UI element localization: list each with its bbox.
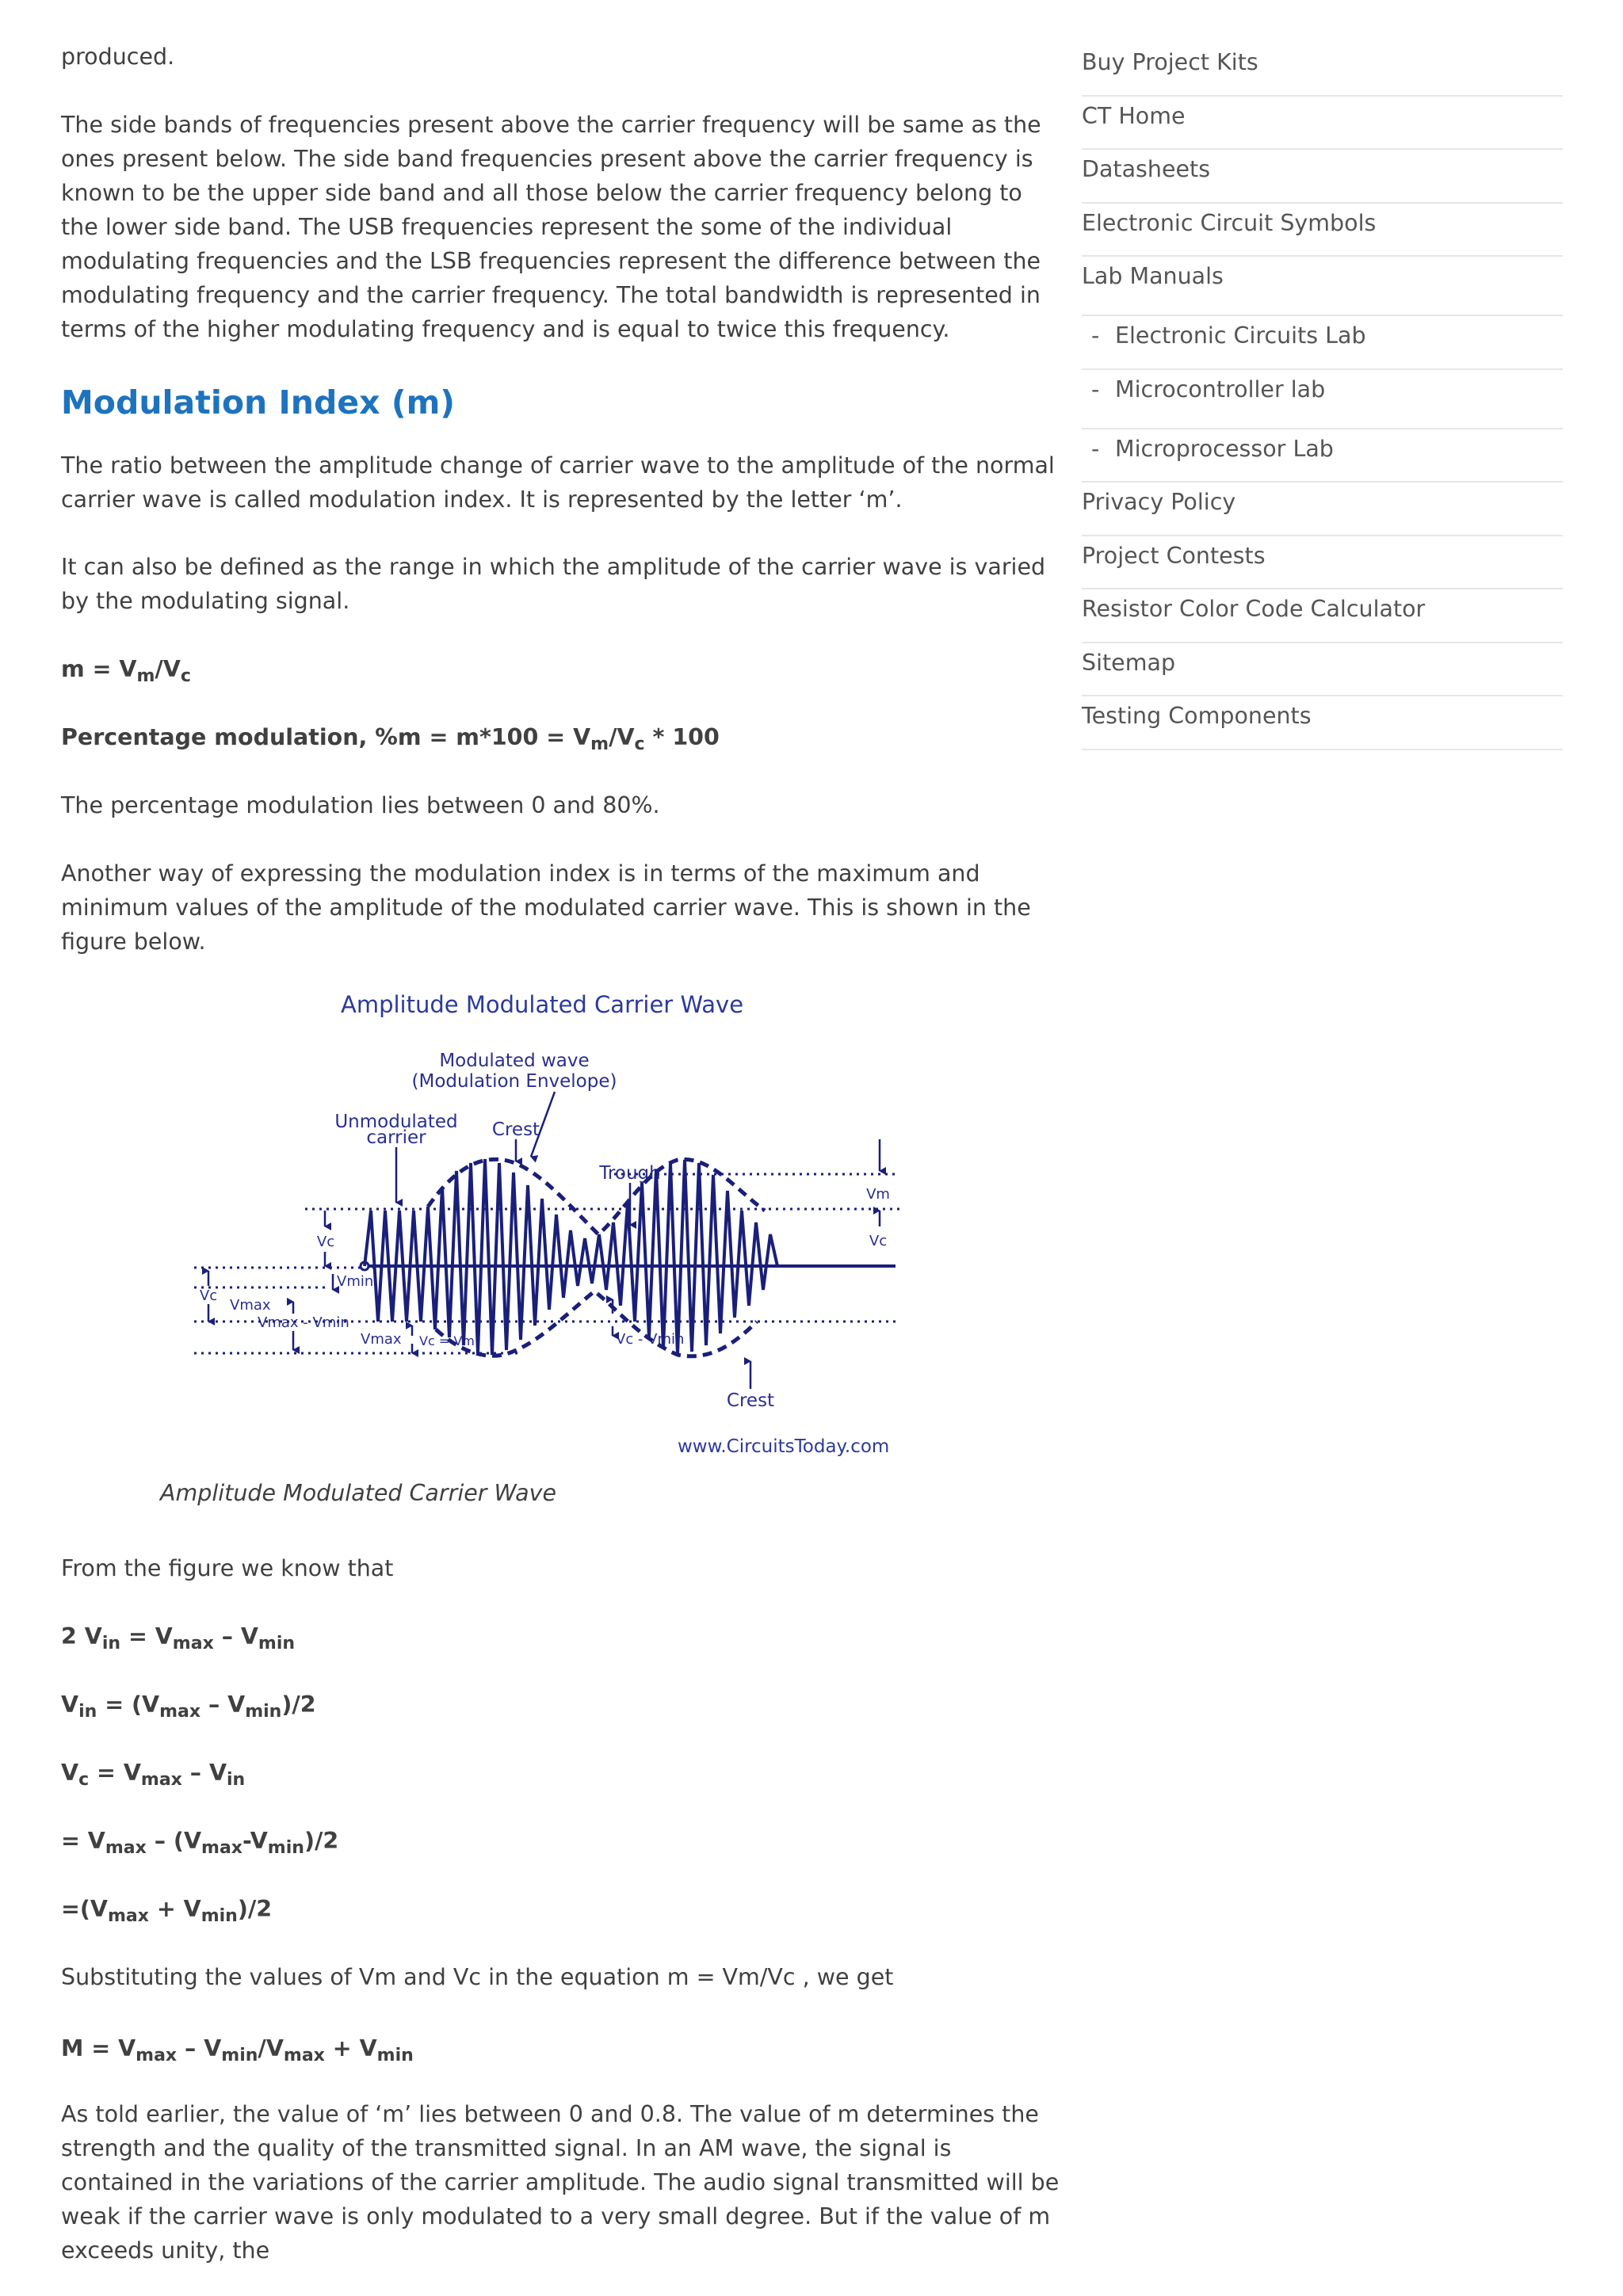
paragraph-percentage: The percentage modulation lies between 0 and 80%. — [61, 792, 660, 818]
sidebar-item-label: Microcontroller lab — [1115, 376, 1326, 402]
label-vm: Vm — [866, 1186, 890, 1203]
sidebar-item-label: CT Home — [1082, 102, 1186, 129]
equation-vin: $V_{in} = (V_{max} - V_{min})/2$ — [61, 1691, 316, 1722]
sidebar-item-privacy-policy[interactable] — [1082, 482, 1563, 536]
label-carrier: carrier — [366, 1127, 426, 1148]
sidebar-item-label: Resistor Color Code Calculator — [1082, 596, 1426, 622]
paragraph-produced: produced. — [61, 44, 175, 70]
label-vmin: Vmin — [337, 1273, 374, 1290]
sidebar-item-label: Project Contests — [1082, 542, 1266, 569]
label-vc-far-left: Vc — [199, 1287, 218, 1304]
paragraph-another: Another way of expressing the modulation index is in terms of the maximum and minimum values of the amplitude of the modulated carrier wave. This is shown in the figure below. — [61, 860, 1031, 955]
sidebar-item-label: Electronic Circuit Symbols — [1082, 209, 1377, 236]
sidebar-item-label: Sitemap — [1082, 649, 1176, 676]
sub-item-dash: - — [1091, 376, 1100, 402]
sidebar-item-label: Privacy Policy — [1082, 489, 1236, 515]
sidebar-item-project-contests[interactable] — [1082, 536, 1563, 590]
label-crest-top: Crest — [491, 1119, 540, 1140]
label-vmax: Vmax — [230, 1297, 271, 1314]
label-modulated-wave: Modulated wave — [439, 1051, 590, 1071]
label-vc-eq-vm: Vc = Vm — [419, 1333, 475, 1348]
sidebar-item-label: Microprocessor Lab — [1115, 435, 1334, 462]
paragraph-sidebands: The side bands of frequencies present above the carrier frequency will be same as the ones present below. The side band frequencies present above the carrier frequency is known to be the upper side band and all those below the carrier frequency belong to the lower side band. The USB frequencies represent the some of the individual modulating frequencies and the LSB frequencies represent the difference between the modulating frequency and the carrier frequency. The total bandwidth is represented in terms of the higher modulating frequency and is equal to twice this frequency. — [61, 112, 1041, 342]
equation-2vin: 2 $V_{in} = V_{max} - V_{min}$ — [61, 1623, 296, 1653]
sidebar-item-electronic-circuit-symbols[interactable] — [1082, 204, 1563, 257]
watermark: www.CircuitsToday.com — [678, 1436, 890, 1457]
sidebar-item-microprocessor-lab[interactable] — [1082, 429, 1563, 483]
sidebar-item-label: Testing Components — [1082, 703, 1312, 729]
sub-item-dash: - — [1091, 435, 1100, 462]
label-vmax-minus-vmin: Vmax - Vmin — [258, 1314, 349, 1331]
carrier-wave — [365, 1159, 777, 1355]
equation-percentage: Percentage modulation, $\%m = m*100 = V_m/V_c * 100$ — [61, 724, 720, 754]
equation-m: $m = V_m/V_c$ — [61, 656, 191, 686]
sidebar-item-buy-project-kits[interactable] — [1082, 43, 1563, 97]
sidebar-item-resistor-color-code-calculator[interactable] — [1082, 589, 1563, 643]
label-vc-left: Vc — [316, 1234, 335, 1250]
paragraph-from-figure: From the figure we know that — [61, 1555, 394, 1581]
sidebar-item-ct-home[interactable] — [1082, 97, 1563, 151]
sidebar-item-datasheets[interactable] — [1082, 150, 1563, 204]
equation-vc: $V_c = V_{max} - V_{in}$ — [61, 1760, 246, 1790]
paragraph-ratio: The ratio between the amplitude change of carrier wave to the amplitude of the normal carrier wave is called modulation index. It is represented by the letter ‘m’. — [61, 452, 1055, 513]
equation-vc-result: $=(V_{max} + V_{min})/2$ — [61, 1896, 273, 1926]
am-wave-diagram — [123, 973, 915, 1472]
sidebar-item-microcontroller-lab[interactable] — [1082, 370, 1563, 429]
label-trough: Trough — [599, 1163, 661, 1184]
sidebar-item-label: Lab Manuals — [1082, 263, 1224, 289]
paragraph-range: It can also be defined as the range in which the amplitude of the carrier wave is varied by the modulating signal. — [61, 554, 1046, 614]
label-crest-bottom: Crest — [726, 1390, 775, 1411]
paragraph-told-earlier: As told earlier, the value of ‘m’ lies between 0 and 0.8. The value of m determines the strength and the quality of the transmitted signal. In an AM wave, the signal is contained in the variations of the carrier amplitude. The audio signal transmitted will be weak if the carrier wave is only modulated to a very small degree. But if the value of m exceeds unity, the — [61, 2101, 1060, 2264]
label-modulation-envelope: (Modulation Envelope) — [411, 1071, 617, 1092]
sidebar-nav — [1082, 43, 1563, 750]
sidebar-item-electronic-circuits-lab[interactable] — [1082, 316, 1563, 370]
paragraph-substituting: Substituting the values of Vm and Vc in the equation m = Vm/Vc , we get — [61, 1964, 894, 1990]
sidebar-item-label: Datasheets — [1082, 156, 1211, 182]
sidebar-item-lab-manuals[interactable] — [1082, 257, 1563, 316]
label-vc-minus-vmin: Vc - Vmin — [616, 1331, 685, 1348]
label-vmax-bottom: Vmax — [361, 1331, 402, 1348]
am-wave-figure — [123, 973, 915, 1472]
sub-item-dash: - — [1091, 322, 1100, 349]
sidebar-item-testing-components[interactable] — [1082, 696, 1563, 750]
figure-caption: Amplitude Modulated Carrier Wave — [160, 1480, 557, 1506]
equation-vc-expanded: = $V_{max} - (V_{max}-V_{min})/2$ — [61, 1828, 339, 1858]
equation-M: $M = V_{max} - V_{min}/V_{max} + V_{min}$ — [61, 2035, 414, 2065]
section-heading: Modulation Index (m) — [61, 383, 456, 421]
sidebar-item-sitemap[interactable] — [1082, 643, 1563, 697]
sidebar-item-label: Buy Project Kits — [1082, 49, 1258, 75]
label-vc-right: Vc — [869, 1233, 888, 1249]
sidebar-item-label: Electronic Circuits Lab — [1115, 322, 1366, 349]
label-unmodulated: Unmodulated — [334, 1112, 458, 1132]
figure-title: Amplitude Modulated Carrier Wave — [341, 991, 744, 1018]
